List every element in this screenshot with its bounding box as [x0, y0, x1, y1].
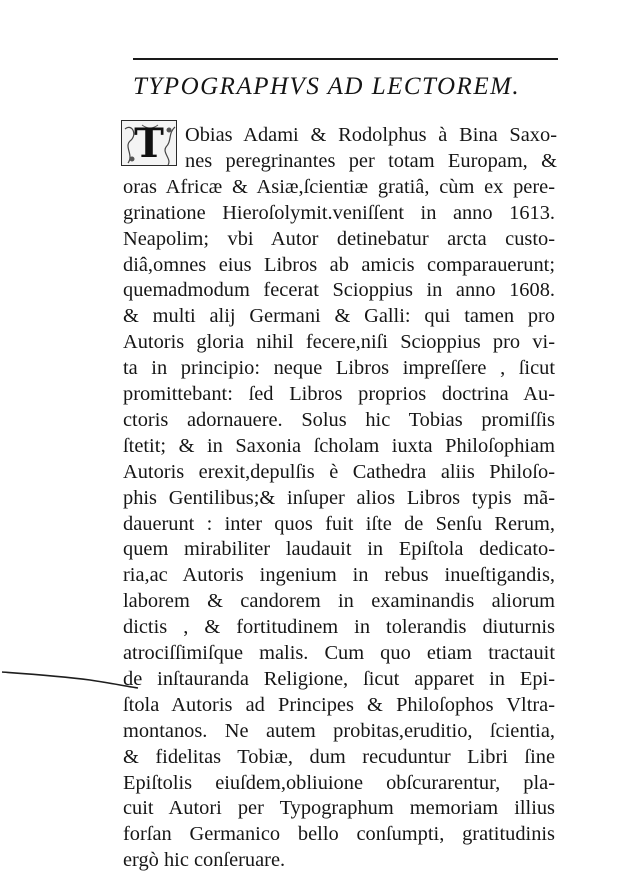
text-line: cuit Autori per Typographum memoriam illius: [123, 797, 555, 820]
page-heading: TYPOGRAPHVS AD LECTOREM.: [133, 73, 521, 100]
text-line: & fidelitas Tobiæ, dum recuduntur Libri ſine: [123, 745, 555, 768]
text-line: ergò hic conſeruare.: [123, 849, 286, 872]
text-line: ſtola Autoris ad Principes & Philoſophos Vltra-: [123, 693, 555, 716]
text-line: Neapolim; vbi Autor detinebatur arcta custo-: [123, 227, 555, 250]
text-line: promittebant: ſed Libros proprios doctrina Au-: [123, 383, 555, 405]
text-line: forſan Germanico bello conſumpti, gratitudinis: [123, 823, 555, 846]
text-line: Epiſtolis eiuſdem,obliuione obſcurarentur, pla-: [123, 771, 555, 794]
text-line: nes peregrinantes per totam Europam, &: [185, 149, 557, 172]
text-line: Autoris erexit,depulſis è Cathedra aliis Philoſo-: [123, 460, 555, 483]
ink-stroke-mark: [0, 650, 140, 700]
text-line: Obias Adami & Rodolphus à Bina Saxo-: [185, 124, 557, 146]
text-line: de inſtauranda Religione, ſicut apparet in Epi-: [123, 667, 555, 690]
initial-letter: T: [134, 120, 164, 167]
text-line: dictis , & fortitudinem in tolerandis diuturnis: [123, 616, 555, 639]
text-line: atrociſſimiſque malis. Cum quo etiam tractauit: [123, 642, 555, 664]
text-line: quemadmodum fecerat Scioppius in anno 1608.: [123, 279, 555, 302]
text-line: montanos. Ne autem probitas,eruditio, ſcientia,: [123, 719, 555, 742]
decorated-initial: [121, 120, 177, 166]
text-line: ſtetit; & in Saxonia ſcholam iuxta Philoſophiam: [123, 434, 555, 457]
text-line: ria,ac Autoris ingenium in rebus inueſtigandis,: [123, 564, 555, 587]
text-line: quem mirabiliter laudauit in Epiſtola dedicato-: [123, 538, 555, 561]
text-line: & multi alij Germani & Galli: qui tamen pro: [123, 305, 555, 328]
text-line: phis Gentilibus;& inſuper alios Libros typis mã-: [123, 486, 555, 509]
text-line: ctoris adornauere. Solus hic Tobias promiſſis: [123, 408, 555, 431]
text-line: diâ,omnes eius Libros ab amicis comparauerunt;: [123, 253, 555, 276]
text-line: ta in principio: neque Libros impreſſere , ſicut: [123, 357, 555, 380]
text-line: oras Africæ & Asiæ,ſcientiæ gratiâ, cùm ex pere-: [123, 175, 555, 198]
text-line: laborem & candorem in examinandis aliorum: [123, 590, 555, 613]
text-line: grinatione Hieroſolymit.veniſſent in anno 1613.: [123, 201, 555, 224]
top-rule: [133, 58, 558, 60]
text-line: Autoris gloria nihil fecere,niſi Scioppius pro vi-: [123, 331, 555, 354]
text-line: dauerunt : inter quos fuit iſte de Senſu Rerum,: [123, 512, 555, 535]
